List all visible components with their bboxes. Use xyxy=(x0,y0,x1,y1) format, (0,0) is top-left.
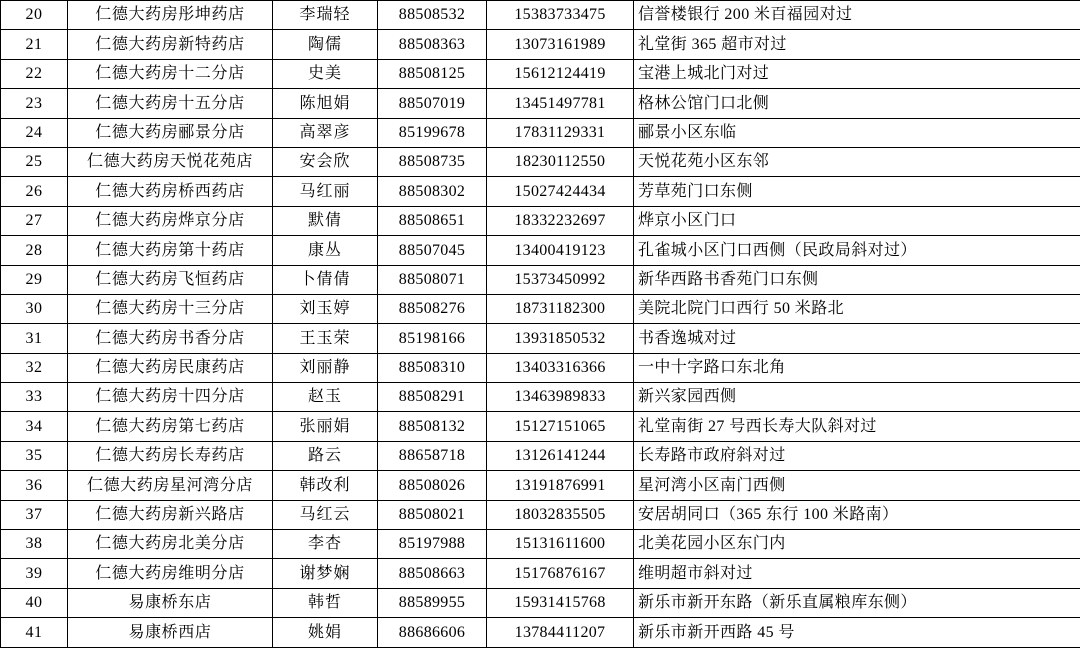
mobile-number: 13403316366 xyxy=(487,353,634,382)
store-address: 新乐市新开西路 45 号 xyxy=(634,618,1080,647)
row-index: 32 xyxy=(1,353,68,382)
store-name: 仁德大药房新特药店 xyxy=(68,30,273,59)
row-index: 39 xyxy=(1,559,68,588)
landline-number: 85197988 xyxy=(378,530,487,559)
mobile-number: 17831129331 xyxy=(487,118,634,147)
landline-number: 88508532 xyxy=(378,1,487,30)
table-row xyxy=(1,30,1080,59)
contact-person: 李瑞轻 xyxy=(273,1,378,30)
landline-number: 88507045 xyxy=(378,236,487,265)
contact-person: 韩哲 xyxy=(273,588,378,617)
store-name: 易康桥西店 xyxy=(68,618,273,647)
table-body xyxy=(1,1,1080,648)
store-address: 长寿路市政府斜对过 xyxy=(634,441,1080,470)
mobile-number: 18032835505 xyxy=(487,500,634,529)
landline-number: 88508651 xyxy=(378,206,487,235)
row-index: 27 xyxy=(1,206,68,235)
mobile-number: 15931415768 xyxy=(487,588,634,617)
contact-person: 马红丽 xyxy=(273,177,378,206)
row-index: 34 xyxy=(1,412,68,441)
row-index: 25 xyxy=(1,147,68,176)
store-name: 易康桥东店 xyxy=(68,588,273,617)
mobile-number: 18731182300 xyxy=(487,294,634,323)
store-name: 仁德大药房十三分店 xyxy=(68,294,273,323)
landline-number: 88589955 xyxy=(378,588,487,617)
store-name: 仁德大药房郦景分店 xyxy=(68,118,273,147)
store-name: 仁德大药房北美分店 xyxy=(68,530,273,559)
row-index: 29 xyxy=(1,265,68,294)
store-address: 新华西路书香苑门口东侧 xyxy=(634,265,1080,294)
store-name: 仁德大药房维明分店 xyxy=(68,559,273,588)
table-row xyxy=(1,206,1080,235)
contact-person: 默倩 xyxy=(273,206,378,235)
store-address: 北美花园小区东门内 xyxy=(634,530,1080,559)
row-index: 41 xyxy=(1,618,68,647)
contact-person: 谢梦娴 xyxy=(273,559,378,588)
landline-number: 85198166 xyxy=(378,324,487,353)
landline-number: 88508302 xyxy=(378,177,487,206)
contact-person: 刘玉婷 xyxy=(273,294,378,323)
table-row xyxy=(1,59,1080,88)
table-row xyxy=(1,177,1080,206)
landline-number: 85199678 xyxy=(378,118,487,147)
table-row xyxy=(1,265,1080,294)
store-address: 安居胡同口（365 东行 100 米路南） xyxy=(634,500,1080,529)
store-address: 美院北院门口西行 50 米路北 xyxy=(634,294,1080,323)
landline-number: 88508071 xyxy=(378,265,487,294)
row-index: 36 xyxy=(1,471,68,500)
store-address: 新乐市新开东路（新乐直属粮库东侧） xyxy=(634,588,1080,617)
store-address: 星河湾小区南门西侧 xyxy=(634,471,1080,500)
contact-person: 安会欣 xyxy=(273,147,378,176)
mobile-number: 15383733475 xyxy=(487,1,634,30)
contact-person: 高翠彦 xyxy=(273,118,378,147)
store-name: 仁德大药房天悦花苑店 xyxy=(68,147,273,176)
contact-person: 陈旭娟 xyxy=(273,89,378,118)
mobile-number: 15176876167 xyxy=(487,559,634,588)
mobile-number: 13400419123 xyxy=(487,236,634,265)
table-row xyxy=(1,353,1080,382)
store-name: 仁德大药房十五分店 xyxy=(68,89,273,118)
store-name: 仁德大药房十四分店 xyxy=(68,383,273,412)
mobile-number: 15127151065 xyxy=(487,412,634,441)
store-address: 礼堂南街 27 号西长寿大队斜对过 xyxy=(634,412,1080,441)
table-row xyxy=(1,236,1080,265)
store-name: 仁德大药房第七药店 xyxy=(68,412,273,441)
mobile-number: 13191876991 xyxy=(487,471,634,500)
row-index: 28 xyxy=(1,236,68,265)
landline-number: 88508735 xyxy=(378,147,487,176)
store-name: 仁德大药房长寿药店 xyxy=(68,441,273,470)
mobile-number: 18230112550 xyxy=(487,147,634,176)
contact-person: 史美 xyxy=(273,59,378,88)
contact-person: 康丛 xyxy=(273,236,378,265)
table-row xyxy=(1,147,1080,176)
mobile-number: 13126141244 xyxy=(487,441,634,470)
mobile-number: 13784411207 xyxy=(487,618,634,647)
table-row xyxy=(1,500,1080,529)
store-address: 新兴家园西侧 xyxy=(634,383,1080,412)
store-name: 仁德大药房民康药店 xyxy=(68,353,273,382)
mobile-number: 15612124419 xyxy=(487,59,634,88)
landline-number: 88658718 xyxy=(378,441,487,470)
store-name: 仁德大药房新兴路店 xyxy=(68,500,273,529)
store-address: 一中十字路口东北角 xyxy=(634,353,1080,382)
row-index: 37 xyxy=(1,500,68,529)
table-row xyxy=(1,383,1080,412)
row-index: 21 xyxy=(1,30,68,59)
table-row xyxy=(1,530,1080,559)
contact-person: 李杏 xyxy=(273,530,378,559)
contact-person: 赵玉 xyxy=(273,383,378,412)
row-index: 31 xyxy=(1,324,68,353)
row-index: 38 xyxy=(1,530,68,559)
row-index: 35 xyxy=(1,441,68,470)
mobile-number: 15027424434 xyxy=(487,177,634,206)
row-index: 40 xyxy=(1,588,68,617)
store-address: 天悦花苑小区东邻 xyxy=(634,147,1080,176)
row-index: 26 xyxy=(1,177,68,206)
contact-person: 陶儒 xyxy=(273,30,378,59)
store-address: 宝港上城北门对过 xyxy=(634,59,1080,88)
landline-number: 88508663 xyxy=(378,559,487,588)
store-name: 仁德大药房十二分店 xyxy=(68,59,273,88)
row-index: 24 xyxy=(1,118,68,147)
table-row xyxy=(1,471,1080,500)
row-index: 23 xyxy=(1,89,68,118)
table-row xyxy=(1,89,1080,118)
contact-person: 马红云 xyxy=(273,500,378,529)
table-row xyxy=(1,618,1080,647)
mobile-number: 13451497781 xyxy=(487,89,634,118)
mobile-number: 13073161989 xyxy=(487,30,634,59)
store-address: 书香逸城对过 xyxy=(634,324,1080,353)
store-name: 仁德大药房星河湾分店 xyxy=(68,471,273,500)
store-name: 仁德大药房书香分店 xyxy=(68,324,273,353)
row-index: 22 xyxy=(1,59,68,88)
mobile-number: 13463989833 xyxy=(487,383,634,412)
mobile-number: 15131611600 xyxy=(487,530,634,559)
table-row xyxy=(1,1,1080,30)
store-address: 芳草苑门口东侧 xyxy=(634,177,1080,206)
contact-person: 韩改利 xyxy=(273,471,378,500)
landline-number: 88508125 xyxy=(378,59,487,88)
contact-person: 刘丽静 xyxy=(273,353,378,382)
store-address: 信誉楼银行 200 米百福园对过 xyxy=(634,1,1080,30)
landline-number: 88508363 xyxy=(378,30,487,59)
table-row xyxy=(1,559,1080,588)
row-index: 30 xyxy=(1,294,68,323)
contact-person: 姚娟 xyxy=(273,618,378,647)
store-name: 仁德大药房烨京分店 xyxy=(68,206,273,235)
store-name: 仁德大药房飞恒药店 xyxy=(68,265,273,294)
store-address: 郦景小区东临 xyxy=(634,118,1080,147)
landline-number: 88508021 xyxy=(378,500,487,529)
store-name: 仁德大药房第十药店 xyxy=(68,236,273,265)
store-address: 烨京小区门口 xyxy=(634,206,1080,235)
contact-person: 卜倩倩 xyxy=(273,265,378,294)
table-row xyxy=(1,324,1080,353)
store-name: 仁德大药房彤坤药店 xyxy=(68,1,273,30)
row-index: 20 xyxy=(1,1,68,30)
landline-number: 88508026 xyxy=(378,471,487,500)
landline-number: 88507019 xyxy=(378,89,487,118)
store-name: 仁德大药房桥西药店 xyxy=(68,177,273,206)
landline-number: 88508310 xyxy=(378,353,487,382)
table-row xyxy=(1,412,1080,441)
landline-number: 88508276 xyxy=(378,294,487,323)
landline-number: 88508132 xyxy=(378,412,487,441)
contact-person: 张丽娟 xyxy=(273,412,378,441)
row-index: 33 xyxy=(1,383,68,412)
store-address: 礼堂街 365 超市对过 xyxy=(634,30,1080,59)
mobile-number: 18332232697 xyxy=(487,206,634,235)
table-row xyxy=(1,588,1080,617)
store-address: 维明超市斜对过 xyxy=(634,559,1080,588)
store-address: 孔雀城小区门口西侧（民政局斜对过） xyxy=(634,236,1080,265)
table-row xyxy=(1,118,1080,147)
table-row xyxy=(1,441,1080,470)
landline-number: 88686606 xyxy=(378,618,487,647)
contact-person: 路云 xyxy=(273,441,378,470)
mobile-number: 15373450992 xyxy=(487,265,634,294)
mobile-number: 13931850532 xyxy=(487,324,634,353)
table-row xyxy=(1,294,1080,323)
landline-number: 88508291 xyxy=(378,383,487,412)
contact-person: 王玉荣 xyxy=(273,324,378,353)
store-address: 格林公馆门口北侧 xyxy=(634,89,1080,118)
